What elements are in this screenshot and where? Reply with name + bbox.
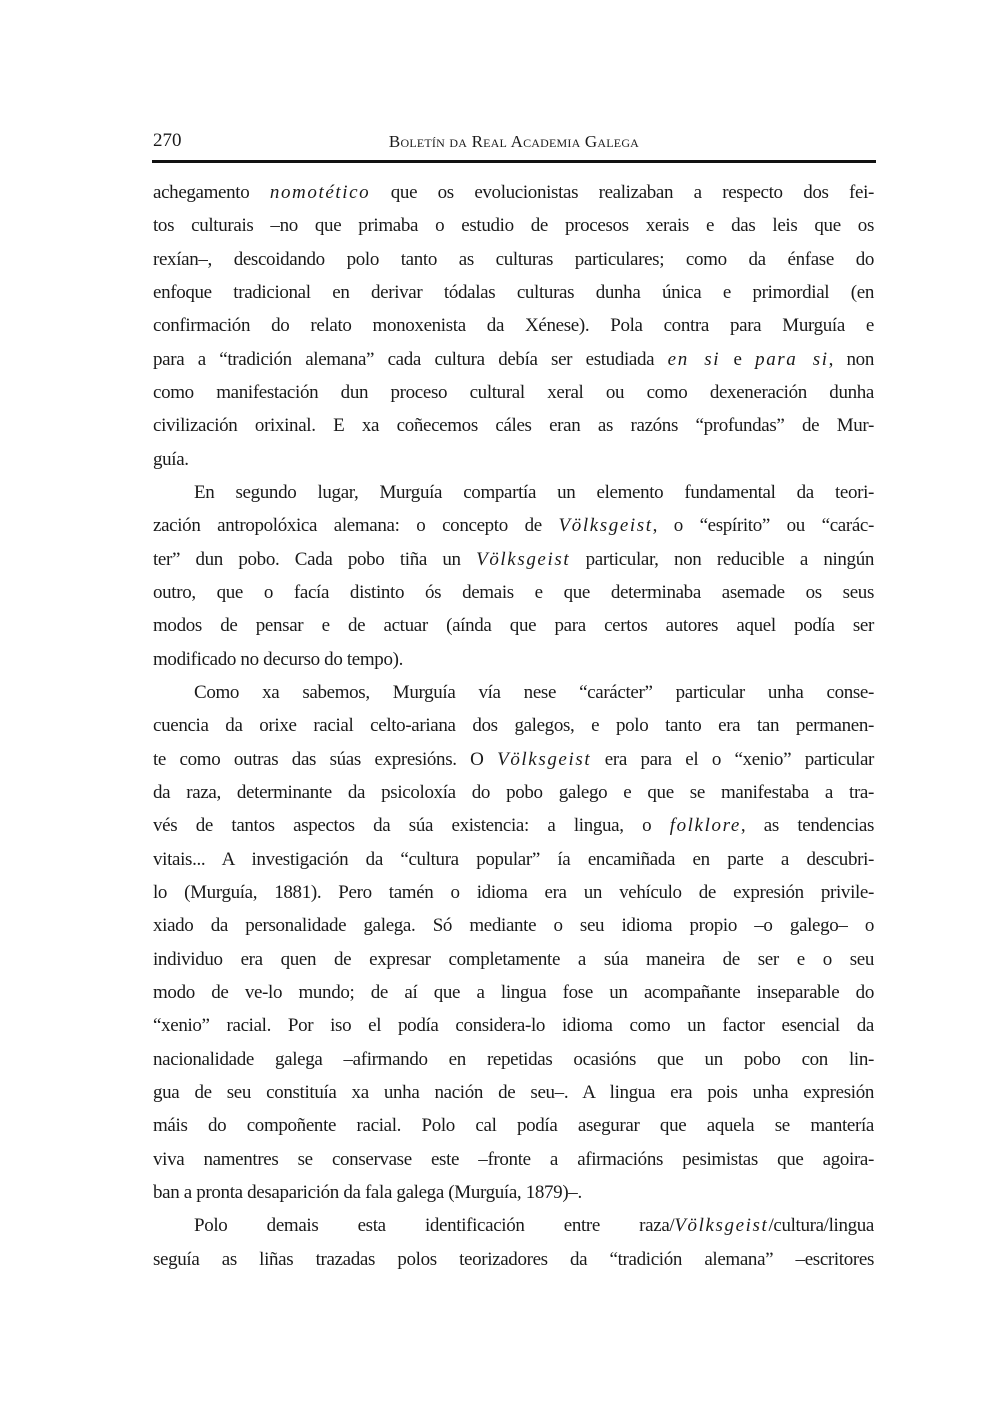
- text-run: , as tendencias: [740, 815, 874, 837]
- italic-term: nomotético: [269, 182, 371, 203]
- text-run: para a “tradición alemana” cada cultura debía ser estudiada: [153, 348, 668, 370]
- italic-term: folklore: [669, 815, 741, 837]
- text-run: En segundo lugar, Murguía compartía un elemento fundamental da teori-: [194, 481, 874, 503]
- text-line: [153, 709, 874, 742]
- paragraph: [153, 676, 874, 1209]
- text-line: [153, 643, 874, 676]
- italic-term: para si: [755, 348, 829, 370]
- text-run: confirmación do relato monoxenista da Xénese). Pola contra para Murguía e: [153, 315, 874, 337]
- text-line: [153, 176, 874, 209]
- text-line: [153, 943, 874, 976]
- journal-title: Boletín da Real Academia Galega: [388, 132, 640, 151]
- paragraph: [153, 176, 874, 476]
- text-run: máis do compoñente racial. Polo cal podía asegurar que aquela se mantería: [153, 1115, 874, 1137]
- text-line: [153, 776, 874, 809]
- text-line: [153, 876, 874, 909]
- text-line: [153, 1209, 874, 1242]
- text-line: [153, 743, 874, 776]
- text-line: [153, 1043, 874, 1076]
- text-run: ban a pronta desaparición da fala galega (Murguía, 1879)–.: [153, 1181, 582, 1203]
- text-line: [153, 809, 874, 842]
- text-run: e: [720, 348, 756, 370]
- text-line: [153, 509, 874, 542]
- text-line: [153, 1009, 874, 1042]
- text-line: [153, 976, 874, 1009]
- text-run: Como xa sabemos, Murguía vía nese “carácter” particular unha conse-: [194, 681, 874, 703]
- text-run: te como outras das súas expresións. O: [153, 748, 498, 770]
- text-run: viva namentres se conservase este –fronte a afirmacións pesimistas que agoira-: [153, 1148, 874, 1170]
- text-line: [153, 476, 874, 509]
- text-line: [153, 409, 874, 442]
- text-run: /cultura/lingua: [768, 1215, 874, 1237]
- running-header: [153, 130, 875, 158]
- text-line: [153, 276, 874, 309]
- text-line: [153, 376, 874, 409]
- text-run: modos de pensar e de actuar (aínda que para certos autores aquel podía ser: [153, 615, 874, 637]
- text-run: xiado da personalidade galega. Só mediante o seu idioma propio –o galego– o: [153, 915, 874, 937]
- text-run: vitais... A investigación da “cultura popular” ía encamiñada en parte a descubri-: [153, 848, 874, 870]
- text-run: ter” dun pobo. Cada pobo tiña un: [153, 548, 477, 570]
- italic-term: Völksgeist: [674, 1215, 769, 1237]
- text-run: da raza, determinante da psicoloxía do pobo galego e que se manifestaba a tra-: [153, 781, 874, 803]
- text-run: particular, non reducible a ningún: [570, 548, 874, 570]
- text-line: [153, 909, 874, 942]
- italic-term: Völksgeist: [476, 548, 571, 570]
- text-run: vés de tantos aspectos da súa existencia: a lingua, o: [153, 815, 670, 837]
- text-line: [153, 1176, 874, 1209]
- text-line: [153, 1243, 874, 1276]
- text-line: [153, 343, 874, 376]
- paragraph: [153, 476, 874, 676]
- text-run: nacionalidade galega –afirmando en repetidas ocasións que un pobo con lin-: [153, 1048, 874, 1070]
- text-run: cuencia da orixe racial celto-ariana dos galegos, e polo tanto era tan permanen-: [153, 715, 874, 737]
- text-line: [153, 1109, 874, 1142]
- body-text: [153, 176, 874, 1276]
- text-run: zación antropolóxica alemana: o concepto de: [153, 515, 559, 537]
- text-run: enfoque tradicional en derivar tódalas culturas dunha única e primordial (en: [153, 281, 874, 303]
- text-line: [153, 1076, 874, 1109]
- text-run: outro, que o facía distinto ós demais e que determinaba asemade os seus: [153, 581, 874, 603]
- text-line: [153, 609, 874, 642]
- text-run: seguía as liñas trazadas polos teorizadores da “tradición alemana” –escritores: [153, 1248, 874, 1270]
- text-line: [153, 543, 874, 576]
- italic-term: en si: [667, 348, 721, 370]
- text-run: rexían–, descoidando polo tanto as culturas particulares; como da énfase do: [153, 248, 874, 270]
- text-line: [153, 1143, 874, 1176]
- text-run: modificado no decurso do tempo).: [153, 648, 403, 670]
- text-run: individuo era quen de expresar completamente a súa maneira de ser e o seu: [153, 948, 874, 970]
- text-run: como manifestación dun proceso cultural xeral ou como dexeneración dunha: [153, 381, 874, 403]
- text-line: [153, 576, 874, 609]
- text-line: [153, 443, 874, 476]
- text-run: que os evolucionistas realizaban a respecto dos fei-: [370, 182, 874, 203]
- text-run: gua de seu constituía xa unha nación de seu–. A lingua era pois unha expresión: [153, 1081, 874, 1103]
- italic-term: Völksgeist: [497, 748, 592, 770]
- text-run: modo de ve-lo mundo; de aí que a lingua fose un acompañante inseparable do: [153, 981, 874, 1003]
- page-number: 270: [153, 130, 182, 151]
- text-line: [153, 309, 874, 342]
- text-run: , non: [828, 348, 874, 370]
- text-line: [153, 676, 874, 709]
- text-run: “xenio” racial. Por iso el podía considera-lo idioma como un factor esencial da: [153, 1015, 874, 1037]
- paragraph: [153, 1209, 874, 1276]
- text-run: achegamento: [153, 182, 270, 203]
- text-run: lo (Murguía, 1881). Pero tamén o idioma era un vehículo de expresión privile-: [153, 881, 874, 903]
- text-run: guía.: [153, 448, 189, 470]
- text-run: civilización orixinal. E xa coñecemos cáles eran as razóns “profundas” de Mur-: [153, 415, 874, 437]
- text-line: [153, 843, 874, 876]
- text-run: Polo demais esta identificación entre raza/: [194, 1215, 675, 1237]
- text-run: era para el o “xenio” particular: [591, 748, 875, 770]
- italic-term: Völksgeist: [558, 515, 653, 537]
- text-run: , o “espírito” ou “carác-: [652, 515, 874, 537]
- header-rule: [152, 160, 876, 163]
- text-line: [153, 243, 874, 276]
- text-line: [153, 209, 874, 242]
- text-run: tos culturais –no que primaba o estudio de procesos xerais e das leis que os: [153, 215, 874, 237]
